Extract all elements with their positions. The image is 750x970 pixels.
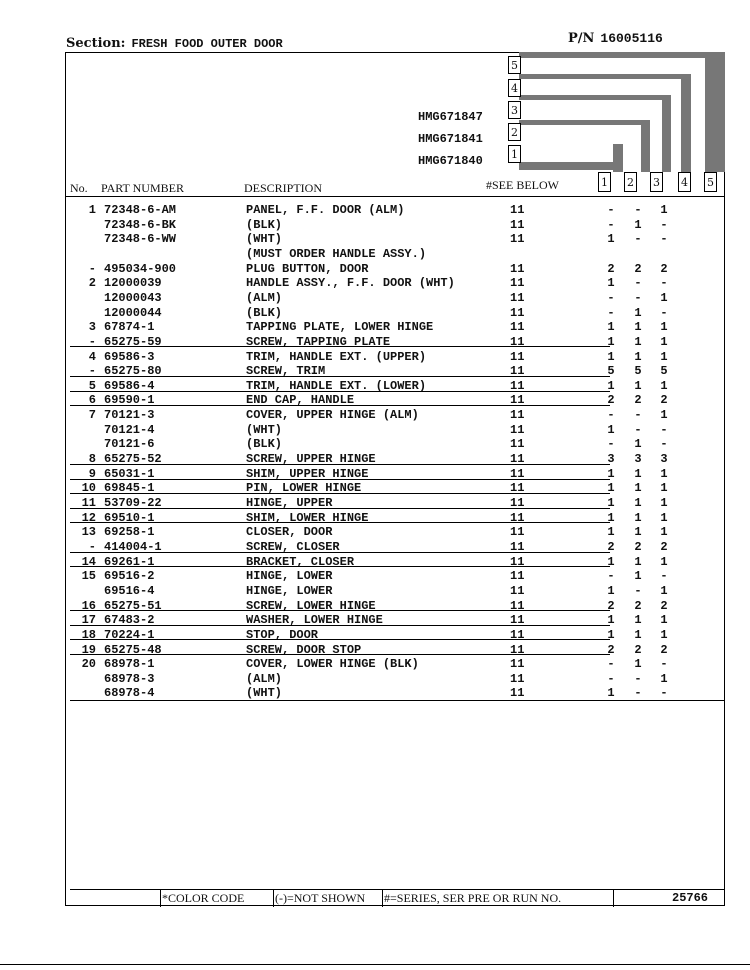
description: PANEL, F.F. DOOR (ALM) (246, 203, 405, 217)
series-code: 11 (510, 554, 525, 569)
qty-series-2: 1 (634, 510, 642, 525)
table-row (70, 672, 725, 687)
qty-series-3: 1 (660, 496, 668, 510)
row-divider (70, 610, 610, 611)
qty-series-2: - (634, 422, 642, 437)
part-number: 69516-4 (104, 583, 155, 598)
series-code: 11 (510, 642, 525, 657)
part-number: 67483-2 (104, 613, 155, 628)
part-number-heading (568, 31, 663, 46)
qty-series-3: - (660, 232, 668, 247)
qty-series-1: 1 (607, 232, 615, 247)
item-number: 15 (81, 569, 96, 584)
series-code: 11 (510, 393, 525, 408)
description: (ALM) (246, 671, 283, 686)
item-number: 8 (88, 452, 96, 467)
part-number: 69516-2 (104, 569, 155, 584)
column-header-no: No. (70, 181, 88, 195)
page-code: 25766 (672, 891, 709, 905)
series-code: 11 (510, 452, 525, 467)
series-code: 11 (510, 481, 525, 496)
description: CLOSER, DOOR (246, 525, 333, 540)
series-code: 11 (510, 525, 525, 540)
series-box-1: 1 (508, 145, 521, 163)
table-row (70, 320, 725, 335)
table-row (70, 511, 725, 526)
table-row (70, 423, 725, 438)
table-row (70, 408, 725, 423)
description: SCREW, UPPER HINGE (246, 452, 376, 467)
qty-series-3: 2 (660, 539, 668, 554)
page-bottom-rule (0, 964, 750, 965)
series-code: 11 (510, 583, 525, 598)
item-number: 2 (88, 276, 96, 291)
description: SHIM, LOWER HINGE (246, 510, 369, 525)
qty-series-1: - (607, 657, 615, 672)
item-number: 19 (81, 642, 96, 657)
description: HINGE, UPPER (246, 496, 333, 510)
qty-series-3: - (660, 686, 668, 701)
qty-series-1: 2 (607, 598, 615, 613)
qty-series-2: 1 (634, 378, 642, 393)
part-number: 68978-1 (104, 657, 155, 672)
qty-series-2: 1 (634, 481, 642, 496)
row-divider (70, 566, 610, 567)
series-code: 11 (510, 276, 525, 291)
qty-series-2: - (634, 290, 642, 305)
column-header-description: DESCRIPTION (244, 181, 323, 195)
qty-series-2: 5 (634, 364, 642, 379)
item-number: 5 (88, 378, 96, 393)
description: HINGE, LOWER (246, 569, 333, 584)
description: (BLK) (246, 305, 283, 320)
qty-series-2: 1 (634, 554, 642, 569)
qty-series-3: 1 (660, 554, 668, 569)
table-row (70, 276, 725, 291)
part-number: 67874-1 (104, 320, 155, 335)
description: END CAP, HANDLE (246, 393, 355, 408)
qty-series-2: 1 (634, 569, 642, 584)
series-code: 11 (510, 422, 525, 437)
qty-series-1: 2 (607, 642, 615, 657)
series-staircase (505, 52, 725, 192)
description: SCREW, TAPPING PLATE (246, 334, 391, 349)
qty-series-2: - (634, 203, 642, 217)
qty-series-1: 1 (607, 613, 615, 628)
item-number: 18 (81, 627, 96, 642)
description: (ALM) (246, 290, 283, 305)
series-code: 11 (510, 627, 525, 642)
item-number: 17 (81, 613, 96, 628)
part-number: 70121-3 (104, 408, 155, 423)
series-code: 11 (510, 613, 525, 628)
row-divider (70, 493, 610, 494)
model-number: HMG671847 (418, 110, 483, 124)
table-row (70, 291, 725, 306)
part-number: 12000039 (104, 276, 162, 291)
part-number: 53709-22 (104, 496, 162, 510)
description: TRIM, HANDLE EXT. (UPPER) (246, 349, 427, 364)
description: SCREW, TRIM (246, 364, 326, 379)
series-code: 11 (510, 305, 525, 320)
qty-series-2: 1 (634, 525, 642, 540)
row-divider (70, 479, 610, 480)
item-number: - (88, 261, 96, 276)
item-number: 12 (81, 510, 96, 525)
table-row (70, 306, 725, 321)
qty-series-3: 1 (660, 481, 668, 496)
qty-series-2: - (634, 408, 642, 423)
model-number: HMG671840 (418, 154, 483, 168)
part-number: 65275-52 (104, 452, 162, 467)
item-number: - (88, 334, 96, 349)
item-number: - (88, 539, 96, 554)
qty-series-3: 1 (660, 334, 668, 349)
part-number: 69845-1 (104, 481, 155, 496)
qty-series-3: 1 (660, 203, 668, 217)
table-row (70, 569, 725, 584)
row-divider (70, 346, 610, 347)
series-code: 11 (510, 232, 525, 247)
description: SCREW, CLOSER (246, 539, 340, 554)
item-number: 1 (88, 203, 96, 217)
series-code: 11 (510, 349, 525, 364)
series-code: 11 (510, 510, 525, 525)
qty-series-3: 1 (660, 290, 668, 305)
part-number: 72348-6-WW (104, 232, 177, 247)
description: SHIM, UPPER HINGE (246, 466, 369, 481)
qty-series-1: - (607, 671, 615, 686)
item-number: 14 (81, 554, 96, 569)
description: TAPPING PLATE, LOWER HINGE (246, 320, 434, 335)
part-number: 414004-1 (104, 539, 162, 554)
qty-series-2: - (634, 686, 642, 701)
qty-series-3: 1 (660, 320, 668, 335)
qty-series-3: 2 (660, 261, 668, 276)
qty-series-2: 1 (634, 496, 642, 510)
series-column-header: 1 (598, 172, 611, 192)
item-number: 13 (81, 525, 96, 540)
description: (WHT) (246, 686, 283, 701)
table-row (70, 657, 725, 672)
item-number: 11 (81, 496, 96, 510)
series-code: 11 (510, 686, 525, 701)
qty-series-1: 1 (607, 320, 615, 335)
part-number: 70121-6 (104, 437, 155, 452)
qty-series-1: - (607, 290, 615, 305)
description: STOP, DOOR (246, 627, 319, 642)
description: (MUST ORDER HANDLE ASSY.) (246, 246, 427, 261)
item-number: 20 (81, 657, 96, 672)
qty-series-2: - (634, 671, 642, 686)
series-column-header: 2 (624, 172, 637, 192)
series-box-2: 2 (508, 123, 521, 141)
part-number: 70121-4 (104, 422, 155, 437)
part-number: 69586-4 (104, 378, 155, 393)
part-number: 65031-1 (104, 466, 155, 481)
qty-series-2: 1 (634, 657, 642, 672)
row-divider (70, 376, 610, 377)
series-note: #=SERIES, SER PRE OR RUN NO. (384, 891, 562, 905)
description: PLUG BUTTON, DOOR (246, 261, 369, 276)
item-number: 4 (88, 349, 96, 364)
qty-series-3: - (660, 437, 668, 452)
part-number: 65275-59 (104, 334, 162, 349)
section-heading (66, 36, 283, 51)
series-code: 11 (510, 203, 525, 217)
description: PIN, LOWER HINGE (246, 481, 362, 496)
qty-series-3: 1 (660, 408, 668, 423)
qty-series-2: - (634, 232, 642, 247)
column-header-see-below: #SEE BELOW (486, 178, 559, 192)
series-code: 11 (510, 657, 525, 672)
part-number: 68978-3 (104, 671, 155, 686)
series-code: 11 (510, 408, 525, 423)
qty-series-1: 1 (607, 525, 615, 540)
header-rule (66, 196, 725, 197)
row-divider (70, 508, 610, 509)
qty-series-1: - (607, 437, 615, 452)
qty-series-1: 3 (607, 452, 615, 467)
qty-series-1: 1 (607, 334, 615, 349)
qty-series-2: 2 (634, 598, 642, 613)
table-row (70, 584, 725, 599)
qty-series-3: 1 (660, 466, 668, 481)
series-code: 11 (510, 261, 525, 276)
qty-series-2: 1 (634, 466, 642, 481)
item-number: 10 (81, 481, 96, 496)
table-row (70, 350, 725, 365)
qty-series-2: 1 (634, 627, 642, 642)
column-header-part-number: PART NUMBER (101, 181, 184, 195)
qty-series-3: - (660, 276, 668, 291)
qty-series-2: 1 (634, 437, 642, 452)
series-column-header: 5 (704, 172, 717, 192)
qty-series-1: - (607, 305, 615, 320)
qty-series-1: 1 (607, 583, 615, 598)
qty-series-1: 1 (607, 554, 615, 569)
part-number: 69261-1 (104, 554, 155, 569)
qty-series-2: 3 (634, 452, 642, 467)
description: SCREW, LOWER HINGE (246, 598, 376, 613)
series-code: 11 (510, 539, 525, 554)
qty-series-2: 1 (634, 217, 642, 232)
series-code: 11 (510, 364, 525, 379)
qty-series-1: 1 (607, 422, 615, 437)
table-row (70, 335, 725, 350)
table-row (70, 203, 725, 218)
row-divider (70, 654, 610, 655)
description: (WHT) (246, 422, 283, 437)
model-number: HMG671841 (418, 132, 483, 146)
qty-series-1: 1 (607, 496, 615, 510)
part-number: 65275-80 (104, 364, 162, 379)
part-number: 69586-3 (104, 349, 155, 364)
qty-series-3: 2 (660, 598, 668, 613)
description: SCREW, DOOR STOP (246, 642, 362, 657)
table-row (70, 525, 725, 540)
qty-series-2: 2 (634, 642, 642, 657)
description: HINGE, LOWER (246, 583, 333, 598)
series-column-header: 4 (678, 172, 691, 192)
item-number: 7 (88, 408, 96, 423)
part-number: 69510-1 (104, 510, 155, 525)
row-divider (70, 639, 610, 640)
description: (WHT) (246, 232, 283, 247)
qty-series-2: - (634, 583, 642, 598)
series-code: 11 (510, 217, 525, 232)
qty-series-3: 2 (660, 642, 668, 657)
qty-series-3: - (660, 422, 668, 437)
pn-label: P/N (568, 31, 595, 46)
qty-series-1: - (607, 217, 615, 232)
series-code: 11 (510, 378, 525, 393)
qty-series-3: 1 (660, 525, 668, 540)
item-number: 9 (88, 466, 96, 481)
qty-series-3: - (660, 305, 668, 320)
part-number: 69590-1 (104, 393, 155, 408)
qty-series-1: 1 (607, 627, 615, 642)
qty-series-1: 2 (607, 393, 615, 408)
qty-series-3: 1 (660, 627, 668, 642)
table-row (70, 437, 725, 452)
item-number: 6 (88, 393, 96, 408)
qty-series-3: 3 (660, 452, 668, 467)
part-number: 495034-900 (104, 261, 177, 276)
part-number: 70224-1 (104, 627, 155, 642)
part-number: 72348-6-AM (104, 203, 177, 217)
qty-series-1: 2 (607, 261, 615, 276)
qty-series-3: 2 (660, 393, 668, 408)
description: TRIM, HANDLE EXT. (LOWER) (246, 378, 427, 393)
item-number: 3 (88, 320, 96, 335)
qty-series-1: 1 (607, 510, 615, 525)
series-code: 11 (510, 290, 525, 305)
description: WASHER, LOWER HINGE (246, 613, 383, 628)
qty-series-1: 1 (607, 686, 615, 701)
row-divider (70, 405, 610, 406)
series-code: 11 (510, 671, 525, 686)
row-divider (70, 391, 610, 392)
part-number: 12000043 (104, 290, 162, 305)
qty-series-3: - (660, 569, 668, 584)
description: (BLK) (246, 217, 283, 232)
qty-series-2: 2 (634, 393, 642, 408)
qty-series-1: 1 (607, 481, 615, 496)
row-divider (70, 522, 610, 523)
row-divider (70, 552, 610, 553)
description: HANDLE ASSY., F.F. DOOR (WHT) (246, 276, 455, 291)
qty-series-3: 1 (660, 583, 668, 598)
qty-series-2: - (634, 276, 642, 291)
qty-series-2: 2 (634, 261, 642, 276)
section-value: FRESH FOOD OUTER DOOR (131, 37, 283, 51)
qty-series-1: 1 (607, 276, 615, 291)
qty-series-2: 1 (634, 305, 642, 320)
footer-legend (70, 889, 725, 907)
series-code: 11 (510, 496, 525, 510)
qty-series-1: 5 (607, 364, 615, 379)
table-row (70, 686, 725, 701)
description: BRACKET, CLOSER (246, 554, 355, 569)
table-row (70, 232, 725, 247)
section-label: Section: (66, 36, 126, 51)
table-row (70, 218, 725, 233)
item-number: - (88, 364, 96, 379)
qty-series-1: 1 (607, 349, 615, 364)
series-code: 11 (510, 320, 525, 335)
qty-series-3: - (660, 217, 668, 232)
row-divider (70, 625, 610, 626)
qty-series-1: 1 (607, 378, 615, 393)
qty-series-1: - (607, 569, 615, 584)
description: (BLK) (246, 437, 283, 452)
series-code: 11 (510, 598, 525, 613)
description: COVER, LOWER HINGE (BLK) (246, 657, 419, 672)
qty-series-3: 5 (660, 364, 668, 379)
series-column-header: 3 (650, 172, 663, 192)
part-number: 12000044 (104, 305, 162, 320)
not-shown-note: (-)=NOT SHOWN (275, 891, 366, 905)
table-row (70, 262, 725, 277)
series-box-5: 5 (508, 56, 521, 74)
series-code: 11 (510, 569, 525, 584)
series-code: 11 (510, 466, 525, 481)
item-number: 16 (81, 598, 96, 613)
series-code: 11 (510, 334, 525, 349)
part-number: 65275-51 (104, 598, 162, 613)
description: COVER, UPPER HINGE (ALM) (246, 408, 419, 423)
color-code-note: *COLOR CODE (162, 891, 245, 905)
part-number: 68978-4 (104, 686, 155, 701)
qty-series-3: 1 (660, 349, 668, 364)
qty-series-1: - (607, 203, 615, 217)
table-row (70, 628, 725, 643)
series-box-3: 3 (508, 101, 521, 119)
qty-series-3: 1 (660, 510, 668, 525)
qty-series-1: 1 (607, 466, 615, 481)
part-number: 69258-1 (104, 525, 155, 540)
qty-series-2: 1 (634, 334, 642, 349)
table-row (70, 247, 725, 262)
part-number: 65275-48 (104, 642, 162, 657)
qty-series-3: 1 (660, 613, 668, 628)
pn-value: 16005116 (600, 31, 663, 46)
qty-series-3: 1 (660, 671, 668, 686)
qty-series-2: 1 (634, 320, 642, 335)
qty-series-1: 2 (607, 539, 615, 554)
series-box-4: 4 (508, 79, 521, 97)
qty-series-1: - (607, 408, 615, 423)
qty-series-2: 1 (634, 613, 642, 628)
part-number: 72348-6-BK (104, 217, 177, 232)
qty-series-2: 1 (634, 349, 642, 364)
table-end-rule (70, 700, 725, 701)
qty-series-3: - (660, 657, 668, 672)
series-code: 11 (510, 437, 525, 452)
row-divider (70, 464, 610, 465)
qty-series-3: 1 (660, 378, 668, 393)
qty-series-2: 2 (634, 539, 642, 554)
